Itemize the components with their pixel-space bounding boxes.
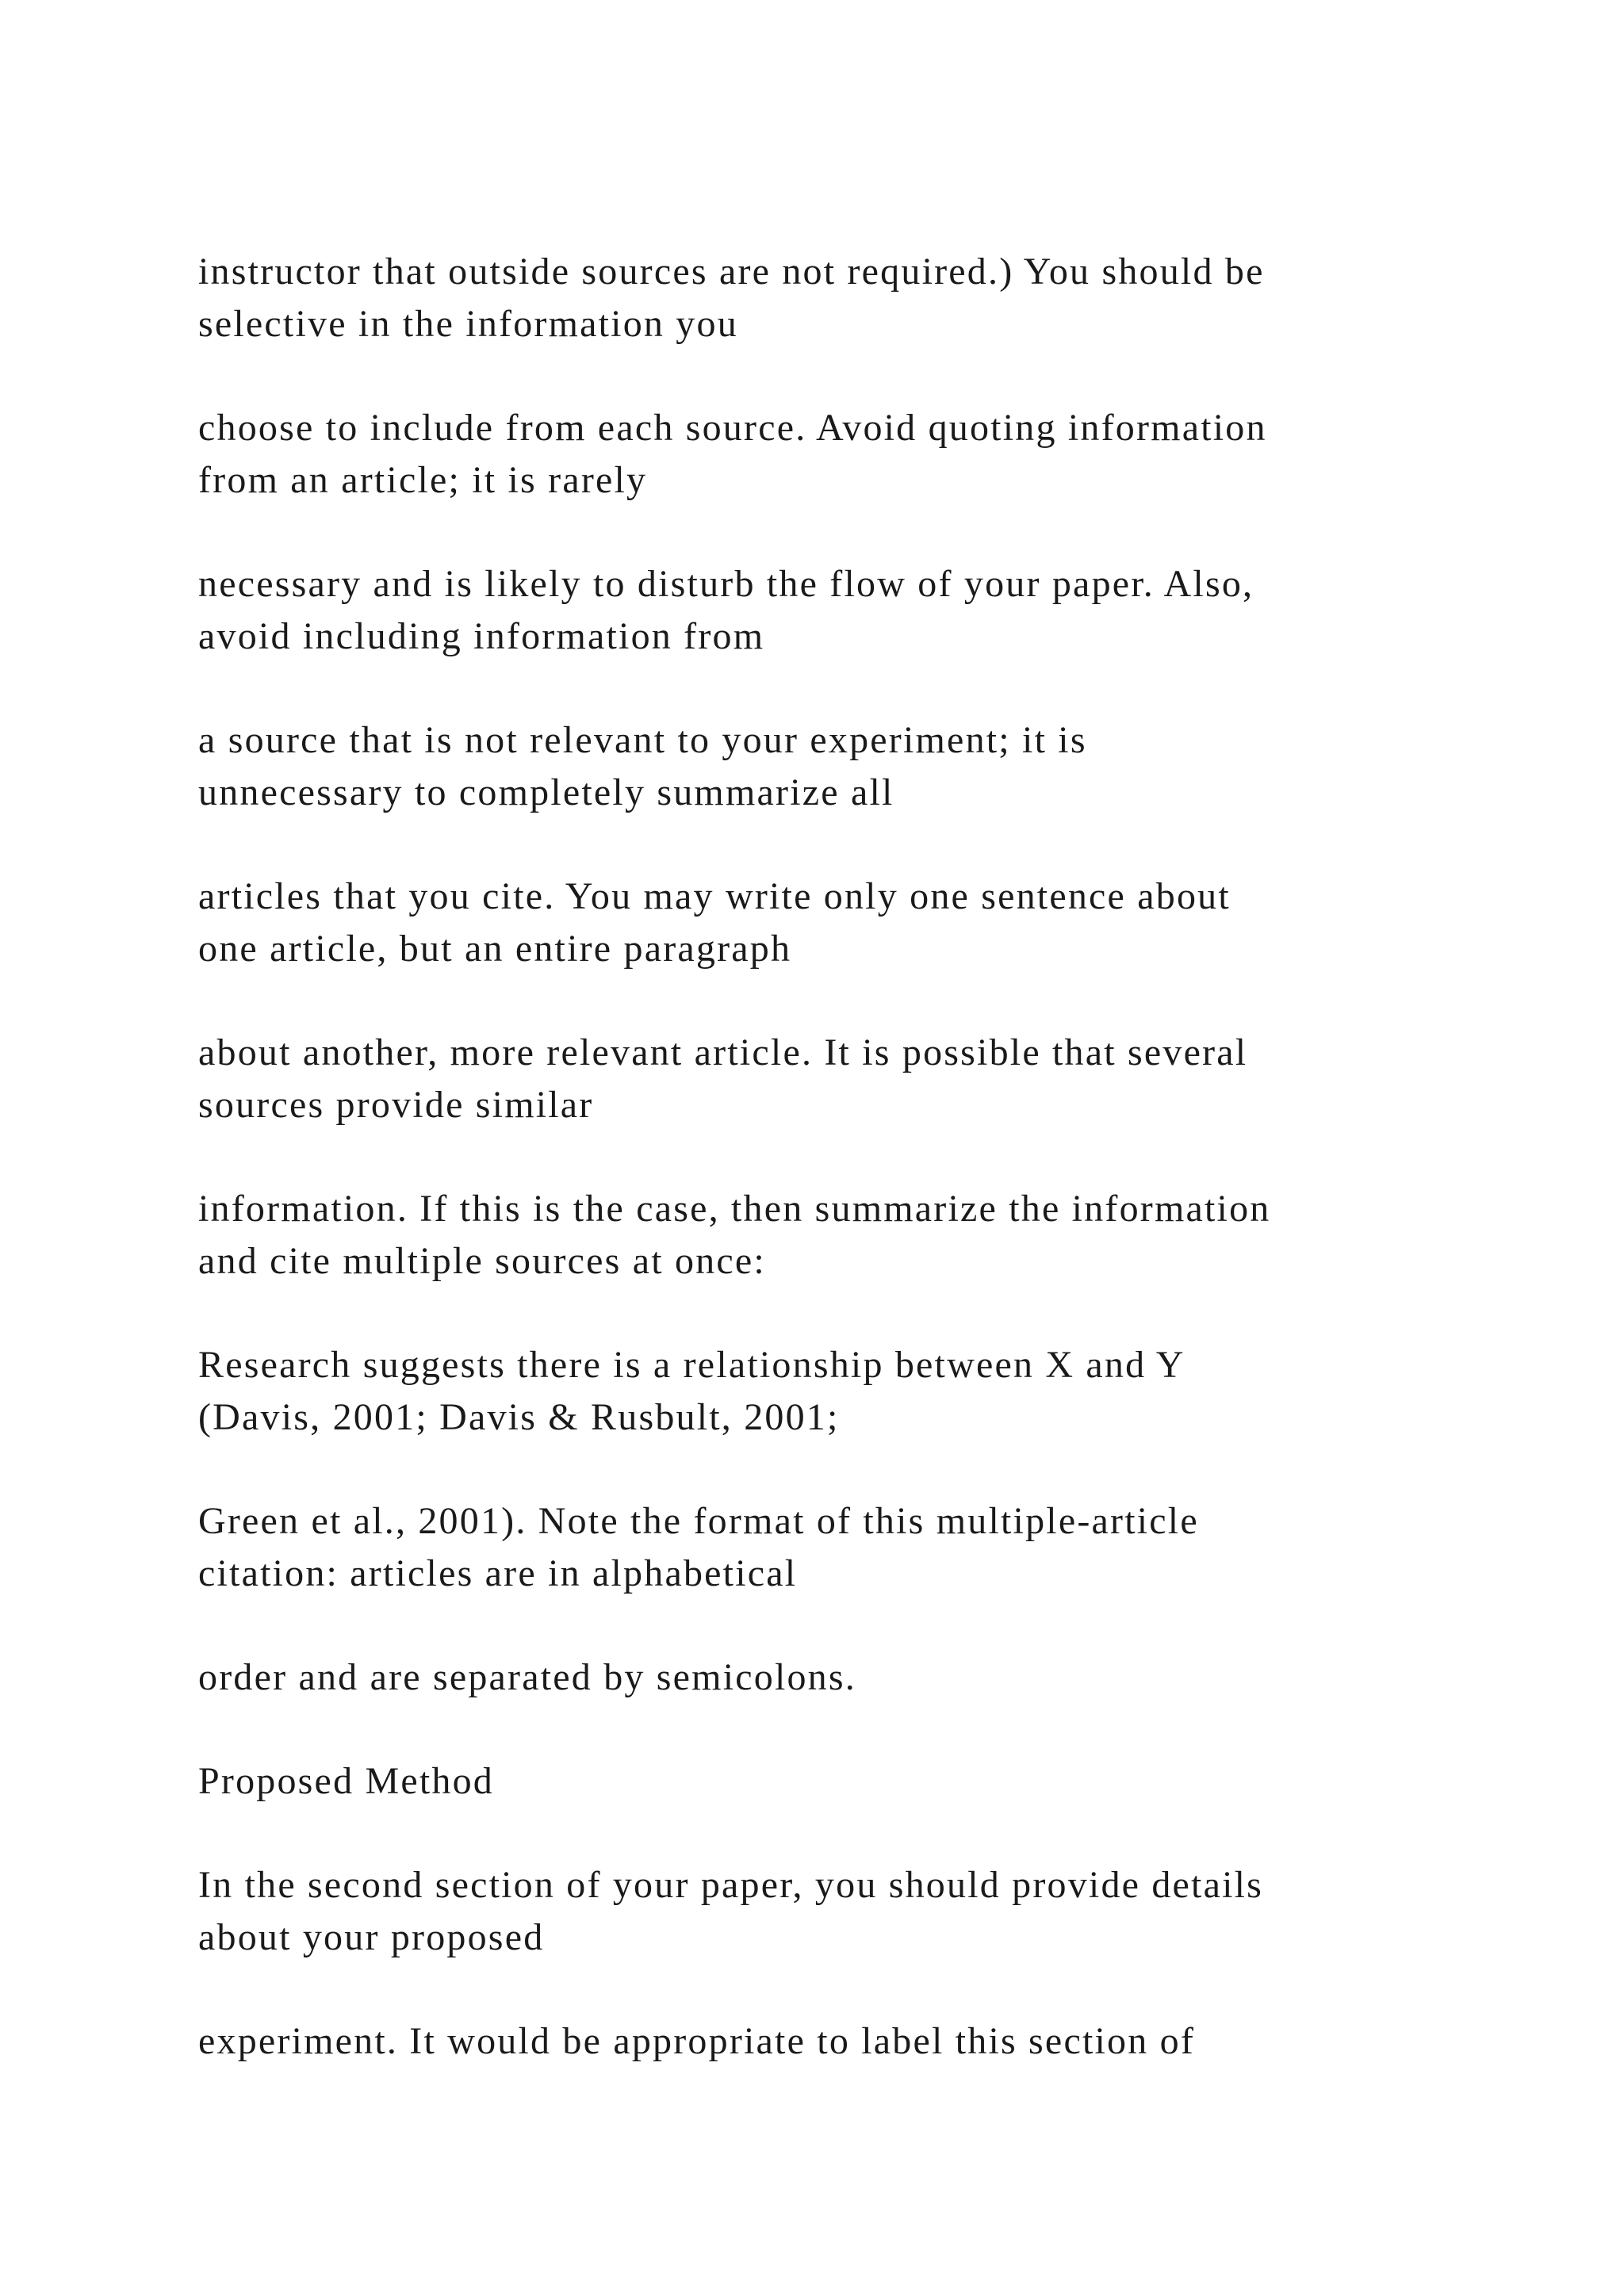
paragraph: experiment. It would be appropriate to label this section of (198, 2020, 1195, 2062)
paragraph: information. If this is the case, then summarize the information and cite multiple sources at once: (198, 1188, 1271, 1282)
paragraph: about another, more relevant article. It is possible that several sources provide similar (198, 1031, 1248, 1126)
paragraph: Green et al., 2001). Note the format of this multiple-article citation: articles are in alphabetical (198, 1500, 1199, 1594)
paragraph: order and are separated by semicolons. (198, 1656, 856, 1698)
paragraph: necessary and is likely to disturb the flow of your paper. Also, avoid including information from (198, 563, 1254, 657)
paragraph: choose to include from each source. Avoid quoting information from an article; it is rarely (198, 407, 1267, 501)
paragraph: In the second section of your paper, you should provide details about your proposed (198, 1864, 1264, 1958)
section-heading: Proposed Method (198, 1760, 494, 1802)
paragraph: instructor that outside sources are not required.) You should be selective in the information you (198, 251, 1265, 345)
citation-example: Research suggests there is a relationship between X and Y (Davis, 2001; Davis & Rusbult, 2001; (198, 1344, 1185, 1438)
paragraph: articles that you cite. You may write only one sentence about one article, but an entire paragraph (198, 875, 1231, 970)
document-body (198, 246, 1435, 2119)
paragraph: a source that is not relevant to your experiment; it is unnecessary to completely summarize all (198, 719, 1087, 813)
